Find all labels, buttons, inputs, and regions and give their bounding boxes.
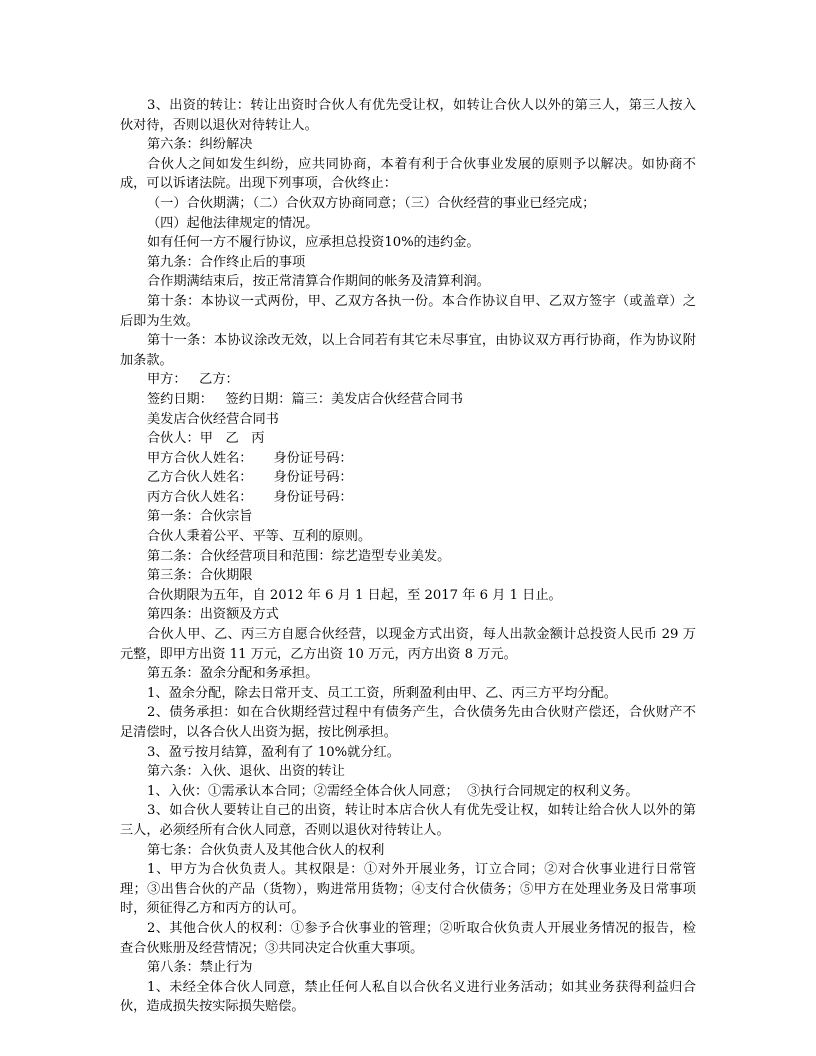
article-heading: 第三条：合伙期限 — [147, 568, 253, 584]
paragraph: 合作期满结束后，按正常清算合作期间的帐务及清算利润。 — [147, 274, 490, 290]
paragraph: 如有任何一方不履行协议，应承担总投资10%的违约金。 — [147, 235, 480, 251]
paragraph: （一）合伙期满；（二）合伙双方协商同意；（三）合伙经营的事业已经完成； — [147, 195, 596, 211]
document-page — [120, 96, 696, 1017]
paragraph: 合伙期限为五年，自 2012 年 6 月 1 日起，至 2017 年 6 月 1 日止。 — [147, 587, 562, 603]
paragraph: 合伙人秉着公平、平等、互利的原则。 — [147, 529, 372, 545]
signature-line: 甲方： 乙方： — [147, 372, 239, 388]
article-heading: 第九条：合作终止后的事项 — [147, 254, 306, 270]
paragraph: 第十条：本协议一式两份，甲、乙双方各执一份。本合作协议自甲、乙双方签字（或盖章）之后即为生效。 — [120, 293, 696, 329]
contract-title: 美发店合伙经营合同书 — [147, 411, 279, 427]
paragraph: 合伙人之间如发生纠纷，应共同协商，本着有利于合伙事业发展的原则予以解决。如协商不成，可以诉诸法院。出现下列事项，合伙终止： — [120, 156, 696, 192]
signature-date-line: 签约日期： 签约日期：篇三：美发店合伙经营合同书 — [147, 391, 463, 407]
article-heading: 第四条：出资额及方式 — [147, 607, 279, 623]
partner-a-line: 甲方合伙人姓名： 身份证号码： — [147, 450, 353, 466]
article-heading: 第八条：禁止行为 — [147, 960, 253, 976]
paragraph: 1、未经全体合伙人同意，禁止任何人私自以合伙名义进行业务活动；如其业务获得利益归合伙，造成损失按实际损失赔偿。 — [120, 979, 696, 1015]
paragraph: 2、债务承担：如在合伙期经营过程中有债务产生，合伙债务先由合伙财产偿还，合伙财产不足清偿时，以各合伙人出资为据，按比例承担。 — [120, 705, 696, 740]
partner-b-line: 乙方合伙人姓名： 身份证号码： — [147, 470, 353, 486]
paragraph: 1、入伙：①需承认本合同；②需经全体合伙人同意； ③执行合同规定的权利义务。 — [147, 783, 639, 799]
partner-c-line: 丙方合伙人姓名： 身份证号码： — [147, 489, 353, 505]
article-heading: 第一条：合伙宗旨 — [147, 509, 253, 525]
partners-line: 合伙人：甲 乙 丙 — [147, 431, 265, 447]
paragraph: 1、盈余分配，除去日常开支、员工工资，所剩盈利由甲、乙、丙三方平均分配。 — [147, 685, 617, 701]
paragraph: 3、出资的转让：转让出资时合伙人有优先受让权，如转让合伙人以外的第三人，第三人按入伙对待，否则以退伙对待转让人。 — [120, 98, 696, 133]
article-heading: 第六条：纠纷解决 — [147, 137, 253, 153]
article-heading: 第五条：盈余分配和务承担。 — [147, 666, 319, 682]
paragraph: 3、盈亏按月结算，盈利有了 10%就分红。 — [147, 744, 400, 760]
article-heading: 第七条：合伙负责人及其他合伙人的权利 — [147, 842, 385, 858]
paragraph: 3、如合伙人要转让自己的出资，转让时本店合伙人有优先受让权，如转让给合伙人以外的第三人，必须经所有合伙人同意，否则以退伙对待转让人。 — [120, 803, 696, 838]
paragraph: （四）起他法律规定的情况。 — [147, 215, 319, 231]
article-heading: 第六条：入伙、退伙、出资的转让 — [147, 764, 345, 780]
paragraph: 2、其他合伙人的权利：①参予合伙事业的管理；②听取合伙负责人开展业务情况的报告，检查合伙账册及经营情况；③共同决定合伙重大事项。 — [120, 920, 696, 956]
article-heading: 第二条：合伙经营项目和范围：综艺造型专业美发。 — [147, 548, 451, 564]
paragraph: 第十一条：本协议涂改无效，以上合同若有其它未尽事宜，由协议双方再行协商，作为协议附加条款。 — [120, 333, 696, 368]
paragraph: 1、甲方为合伙负责人。其权限是：①对外开展业务，订立合同；②对合伙事业进行日常管理；③出售合伙的产品（货物），购进常用货物；④支付合伙债务；⑤甲方在处理业务及日常事项时，须征得乙方和丙方的认可。 — [120, 862, 696, 917]
paragraph: 合伙人甲、乙、丙三方自愿合伙经营，以现金方式出资，每人出款金额计总投资人民币 29 万元整，即甲方出资 11 万元，乙方出资 10 万元，丙方出资 8 万元。 — [120, 627, 696, 662]
